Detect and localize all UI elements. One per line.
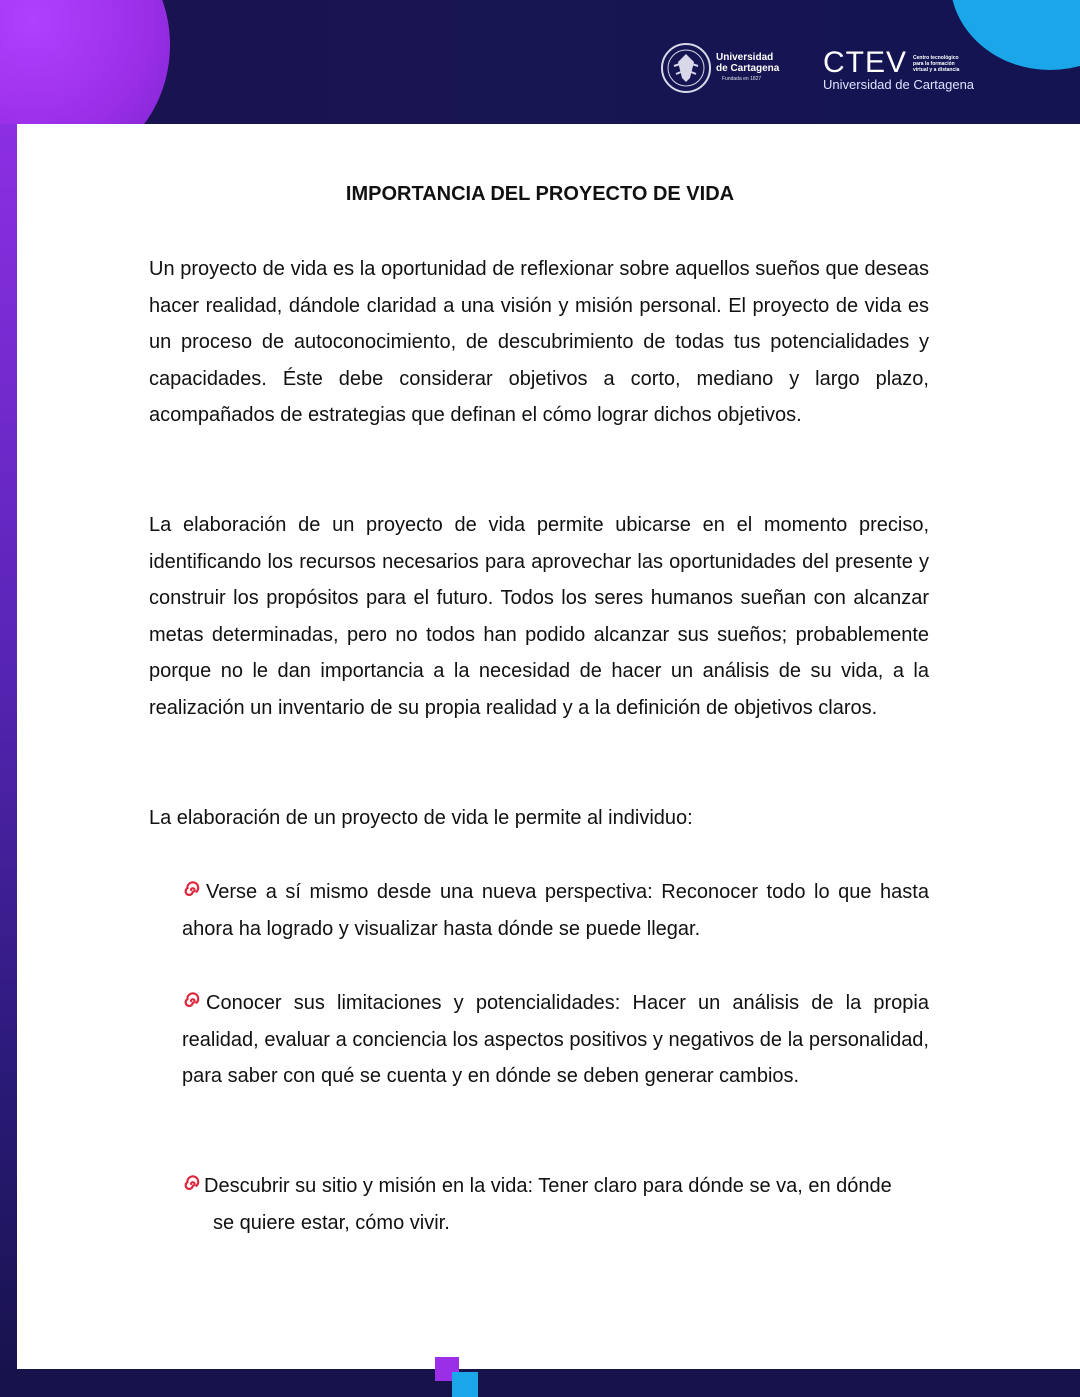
ctev-logo (823, 46, 975, 92)
universidad-de-cartagena-logo (660, 42, 779, 94)
bullet-1-text: Verse a sí mismo desde una nueva perspectiva: Reconocer todo lo que hasta ahora ha logrado y visualizar hasta dónde se puede llegar. (182, 881, 929, 940)
bullet-item-3 (182, 1168, 929, 1241)
spiral-icon (182, 992, 200, 1010)
university-name-line2: de Cartagena (716, 62, 780, 74)
ctev-desc-line1: Centro tecnológico (913, 55, 959, 61)
spiral-icon (182, 881, 200, 899)
bullet-item-2 (182, 985, 929, 1095)
university-seal-icon (660, 42, 712, 94)
ctev-desc-line2: para la formación (913, 61, 955, 67)
paragraph-1: Un proyecto de vida es la oportunidad de reflexionar sobre aquellos sueños que deseas hacer realidad, dándole claridad a una visión y misión personal. El proyecto de vida es un proceso de autoconocimiento, de descubrimiento de todas tus potencialidades y capacidades. Éste debe considerar objetivos a corto, mediano y largo plazo, acompañados de estrategias que definan el cómo lograr dichos objetivos. (149, 258, 929, 427)
ctev-desc-line3: virtual y a distancia (913, 67, 960, 73)
paragraph-2: La elaboración de un proyecto de vida permite ubicarse en el momento preciso, identificando los recursos necesarios para aprovechar las oportunidades del presente y construir los propósitos para el futuro. Todos los seres humanos sueñan con alcanzar metas determinadas, pero no todos han podido alcanzar sus sueños; probablemente porque no le dan importancia a la necesidad de hacer un análisis de su vida, a la realización un inventario de su propia realidad y a la definición de objetivos claros. (149, 514, 929, 719)
footer-bar (0, 1369, 1080, 1397)
intro-line: La elaboración de un proyecto de vida le permite al individuo: (149, 807, 693, 829)
purple-corner-shape (0, 0, 170, 124)
footer-blue-square (452, 1372, 478, 1397)
university-name-line1: Universidad (716, 52, 774, 64)
document-title: IMPORTANCIA DEL PROYECTO DE VIDA (345, 183, 735, 205)
ctev-university: Universidad de Cartagena (823, 77, 975, 92)
bullet-item-1 (182, 874, 929, 947)
left-gradient-strip (0, 124, 17, 1397)
university-founded: Fundada en 1827 (722, 76, 762, 83)
ctev-description (913, 55, 971, 73)
bullet-3-text-line2: se quiere estar, cómo vivir. (213, 1211, 450, 1234)
page-header (0, 0, 1080, 124)
spiral-icon (182, 1175, 200, 1193)
bullet-2-text: Conocer sus limitaciones y potencialidades: Hacer un análisis de la propia realidad, evaluar a conciencia los aspectos positivos y negativos de la personalidad, para saber con qué se cuenta y en dónde se deben generar cambios. (182, 992, 929, 1088)
bullet-3-text-line1: Descubrir su sitio y misión en la vida: Tener claro para dónde se va, en dónde (204, 1175, 892, 1197)
ctev-wordmark: CTEV (823, 46, 908, 79)
